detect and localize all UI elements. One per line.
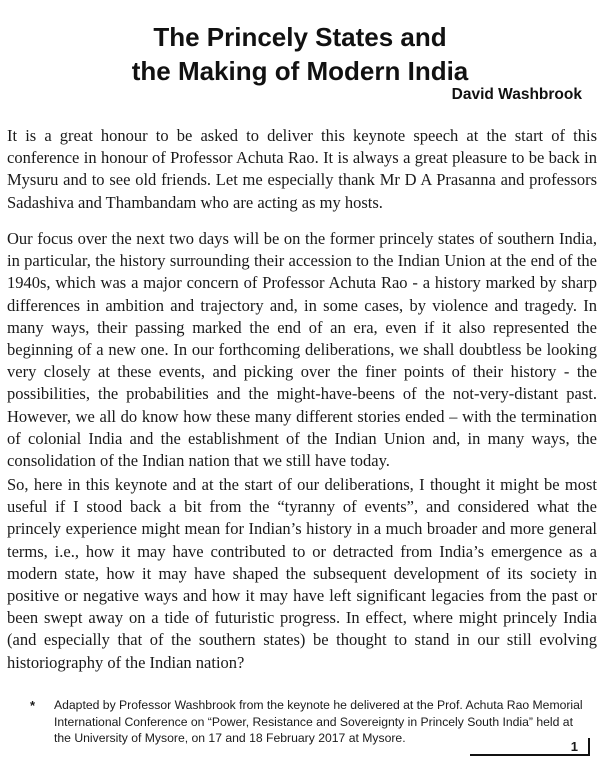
page-corner-rule-vertical — [588, 738, 590, 756]
footnote-marker: * — [30, 698, 36, 713]
body-paragraph-1: It is a great honour to be asked to deliver this keynote speech at the start of this conference in honour of Professor Achuta Rao. It is always a great pleasure to be back in Mysuru and to see old friends. Let me especially thank Mr D A Prasanna and professors Sadashiva and Thambandam who are acting as my hosts. — [7, 126, 597, 212]
body-paragraph-2: Our focus over the next two days will be on the former princely states of southern India, in particular, the history surrounding their accession to the Indian Union at the end of the 1940s, which was a major concern of Professor Achuta Rao - a history marked by sharp differences in ambition and trajectory and, in some cases, by violence and tragedy. In many ways, their passing marked the end of an era, even if it also represented the beginning of a new one. In our forthcoming deliberations, we shall doubtless be looking very closely at these events, and picking over the finer points of their history - the possibilities, the probabilities and the might-have-beens of the not-very-distant past. However, we all do know how these many different stories ended – with the termination of colonial India and the establishment of the Indian Union and, in many ways, the consolidation of the Indian nation that we still have today. — [7, 229, 597, 471]
page-number: 1 — [570, 739, 578, 754]
page-corner-rule — [470, 754, 590, 756]
article-title-line-2: the Making of Modern India — [131, 56, 469, 86]
author-name: David Washbrook — [451, 86, 582, 103]
footnote-text: Adapted by Professor Washbrook from the keynote he delivered at the Prof. Achuta Rao Memorial International Conference on “Power, Resistance and Sovereignty in Princely South India” held at the University of Mysore, on 17 and 18 February 2017 at Mysore. — [54, 698, 583, 745]
article-title-line-1: The Princely States and — [153, 22, 447, 52]
body-paragraph-3: So, here in this keynote and at the start of our deliberations, I thought it might be most useful if I stood back a bit from the “tyranny of events”, and considered what the princely experience might mean for Indian’s history in a much broader and more general terms, i.e., how it may have contributed to or detracted from India’s emergence as a modern state, how it may have shaped the subsequent development of its society in positive or negative ways and how it may have left significant legacies from the past or been swept away on a tide of futuristic progress. In effect, where might princely India (and especially that of the southern states) be thought to stand in our still evolving historiography of the Indian nation? — [7, 475, 597, 672]
